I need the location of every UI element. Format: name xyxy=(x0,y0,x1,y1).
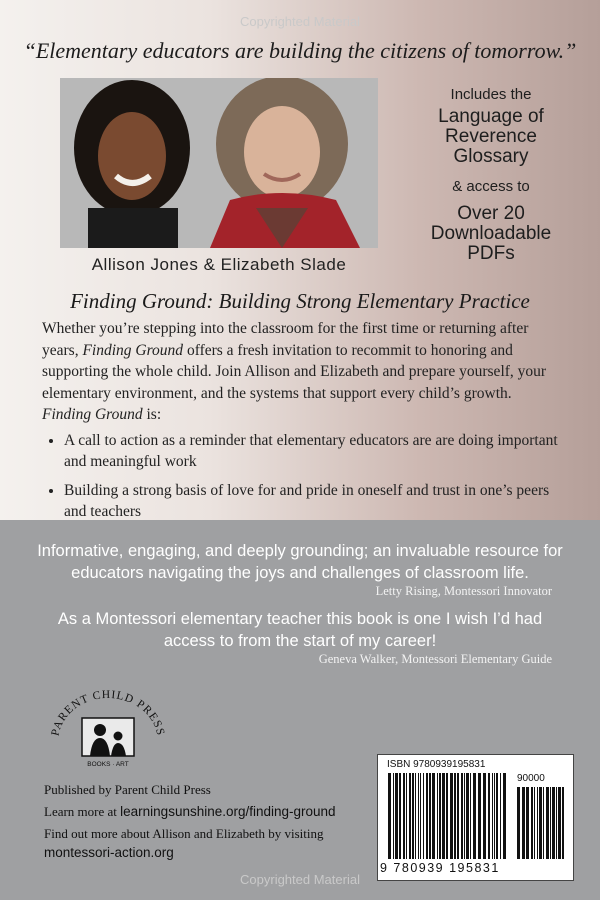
barcode-bar xyxy=(534,787,535,859)
barcode-bar xyxy=(442,773,445,859)
pdfs-line-2: Downloadable xyxy=(430,223,552,244)
glossary-line-2: Reverence xyxy=(445,126,537,147)
barcode-bar xyxy=(543,787,544,859)
logo-tagline: BOOKS · ART xyxy=(87,761,129,768)
cover-quote: “Elementary educators are building the citizens of tomorrow.” xyxy=(23,38,577,63)
barcode-bar xyxy=(539,787,542,859)
barcode-bar xyxy=(500,773,501,859)
barcode-bar xyxy=(399,773,401,859)
barcode-bar xyxy=(522,787,525,859)
barcode-bar xyxy=(517,787,520,859)
barcode-bar xyxy=(546,787,549,859)
isbn-label: ISBN 9780939195831 xyxy=(387,759,486,770)
barcode-bar xyxy=(426,773,428,859)
barcode-bar xyxy=(483,773,486,859)
glossary-line-3: Glossary xyxy=(453,146,529,167)
barcode-bar xyxy=(446,773,448,859)
barcode-bar xyxy=(562,787,564,859)
barcode-bar xyxy=(388,773,391,859)
barcode-bar xyxy=(403,773,405,859)
barcode-bar xyxy=(550,787,551,859)
pdfs-line-3: PDFs xyxy=(467,243,515,264)
logo-name: PARENT CHILD PRESS xyxy=(49,688,167,738)
bullet-item: • Building a strong basis of love for and pride in oneself and trust in one’s peers and teachers xyxy=(64,480,560,522)
barcode-bar xyxy=(406,773,407,859)
barcode-bar xyxy=(556,787,557,859)
photo-caption: Allison Jones & Elizabeth Slade xyxy=(91,255,347,274)
price-barcode-bars xyxy=(517,787,565,859)
barcode-bar xyxy=(454,773,456,859)
description-paragraph: Whether you’re stepping into the classroom for the first time or returning after years, Finding Ground offers a fresh invitation to recommit to honoring and supporting the whole child. Join Allison and Elizabeth and prepare yourself, your elementary environment, and the systems that support every child’s growth. Finding Ground is: xyxy=(42,320,547,423)
barcode-bar xyxy=(457,773,459,859)
learn-more-line: Learn more at learningsunshine.org/finding-ground xyxy=(44,804,336,819)
pdfs-line-1: Over 20 xyxy=(457,203,525,224)
barcode-bar xyxy=(537,787,538,859)
barcode-bar xyxy=(393,773,394,859)
barcode-bar xyxy=(473,773,476,859)
barcode-bar xyxy=(420,773,421,859)
barcode-bar xyxy=(470,773,471,859)
barcode-bar xyxy=(412,773,414,859)
testimonial-text: As a Montessori elementary teacher this book is one I wish I’d had access to from the start of my career! xyxy=(57,610,543,650)
barcode-bar xyxy=(558,787,561,859)
authors-photo xyxy=(60,78,378,248)
testimonial-attribution: Letty Rising, Montessori Innovator xyxy=(375,584,552,598)
isbn-digits: 9 780939 195831 xyxy=(380,861,500,875)
book-title: Finding Ground: Building Strong Elementary Practice xyxy=(70,289,530,313)
barcode-bar xyxy=(450,773,453,859)
watermark-top: Copyrighted Material xyxy=(240,14,360,29)
barcode-bar xyxy=(488,773,490,859)
author-website-link[interactable]: montessori-action.org xyxy=(44,845,174,860)
bullet-item: • A call to action as a reminder that elementary educators are are doing important and meaningful work xyxy=(64,430,560,472)
barcode-bar xyxy=(526,787,529,859)
includes-label: Includes the xyxy=(450,86,532,103)
testimonial-attribution: Geneva Walker, Montessori Elementary Guide xyxy=(318,652,552,666)
barcode-bar xyxy=(531,787,533,859)
barcode-bar xyxy=(552,787,555,859)
bullet-list xyxy=(42,430,560,522)
barcode-bar xyxy=(439,773,441,859)
barcode-bar xyxy=(464,773,465,859)
isbn-barcode xyxy=(377,754,574,881)
barcode-bar xyxy=(492,773,493,859)
access-label: & access to xyxy=(452,178,530,195)
glossary-line-1: Language of xyxy=(438,106,544,127)
testimonial-text: Informative, engaging, and deeply grounding; an invaluable resource for educators navigating the joys and challenges of classroom life. xyxy=(37,542,563,582)
barcode-bar xyxy=(418,773,419,859)
website-link[interactable]: learningsunshine.org/finding-ground xyxy=(120,804,336,819)
publisher-line: Published by Parent Child Press xyxy=(44,782,211,797)
barcode-bar xyxy=(415,773,416,859)
barcode-bar xyxy=(461,773,463,859)
barcode-bar xyxy=(409,773,411,859)
barcode-bar xyxy=(395,773,398,859)
watermark-bottom: Copyrighted Material xyxy=(240,872,360,887)
price-code: 90000 xyxy=(517,773,545,784)
barcode-bar xyxy=(429,773,431,859)
barcode-bar xyxy=(466,773,469,859)
barcode-bar xyxy=(496,773,498,859)
publisher-logo xyxy=(48,688,168,768)
barcode-bar xyxy=(437,773,438,859)
barcode-bars xyxy=(388,773,508,859)
barcode-bar xyxy=(494,773,495,859)
barcode-bar xyxy=(432,773,435,859)
barcode-bar xyxy=(423,773,424,859)
barcode-bar xyxy=(478,773,481,859)
barcode-bar xyxy=(503,773,506,859)
description xyxy=(42,318,560,530)
find-out-line: Find out more about Allison and Elizabeth by visiting xyxy=(44,826,324,841)
